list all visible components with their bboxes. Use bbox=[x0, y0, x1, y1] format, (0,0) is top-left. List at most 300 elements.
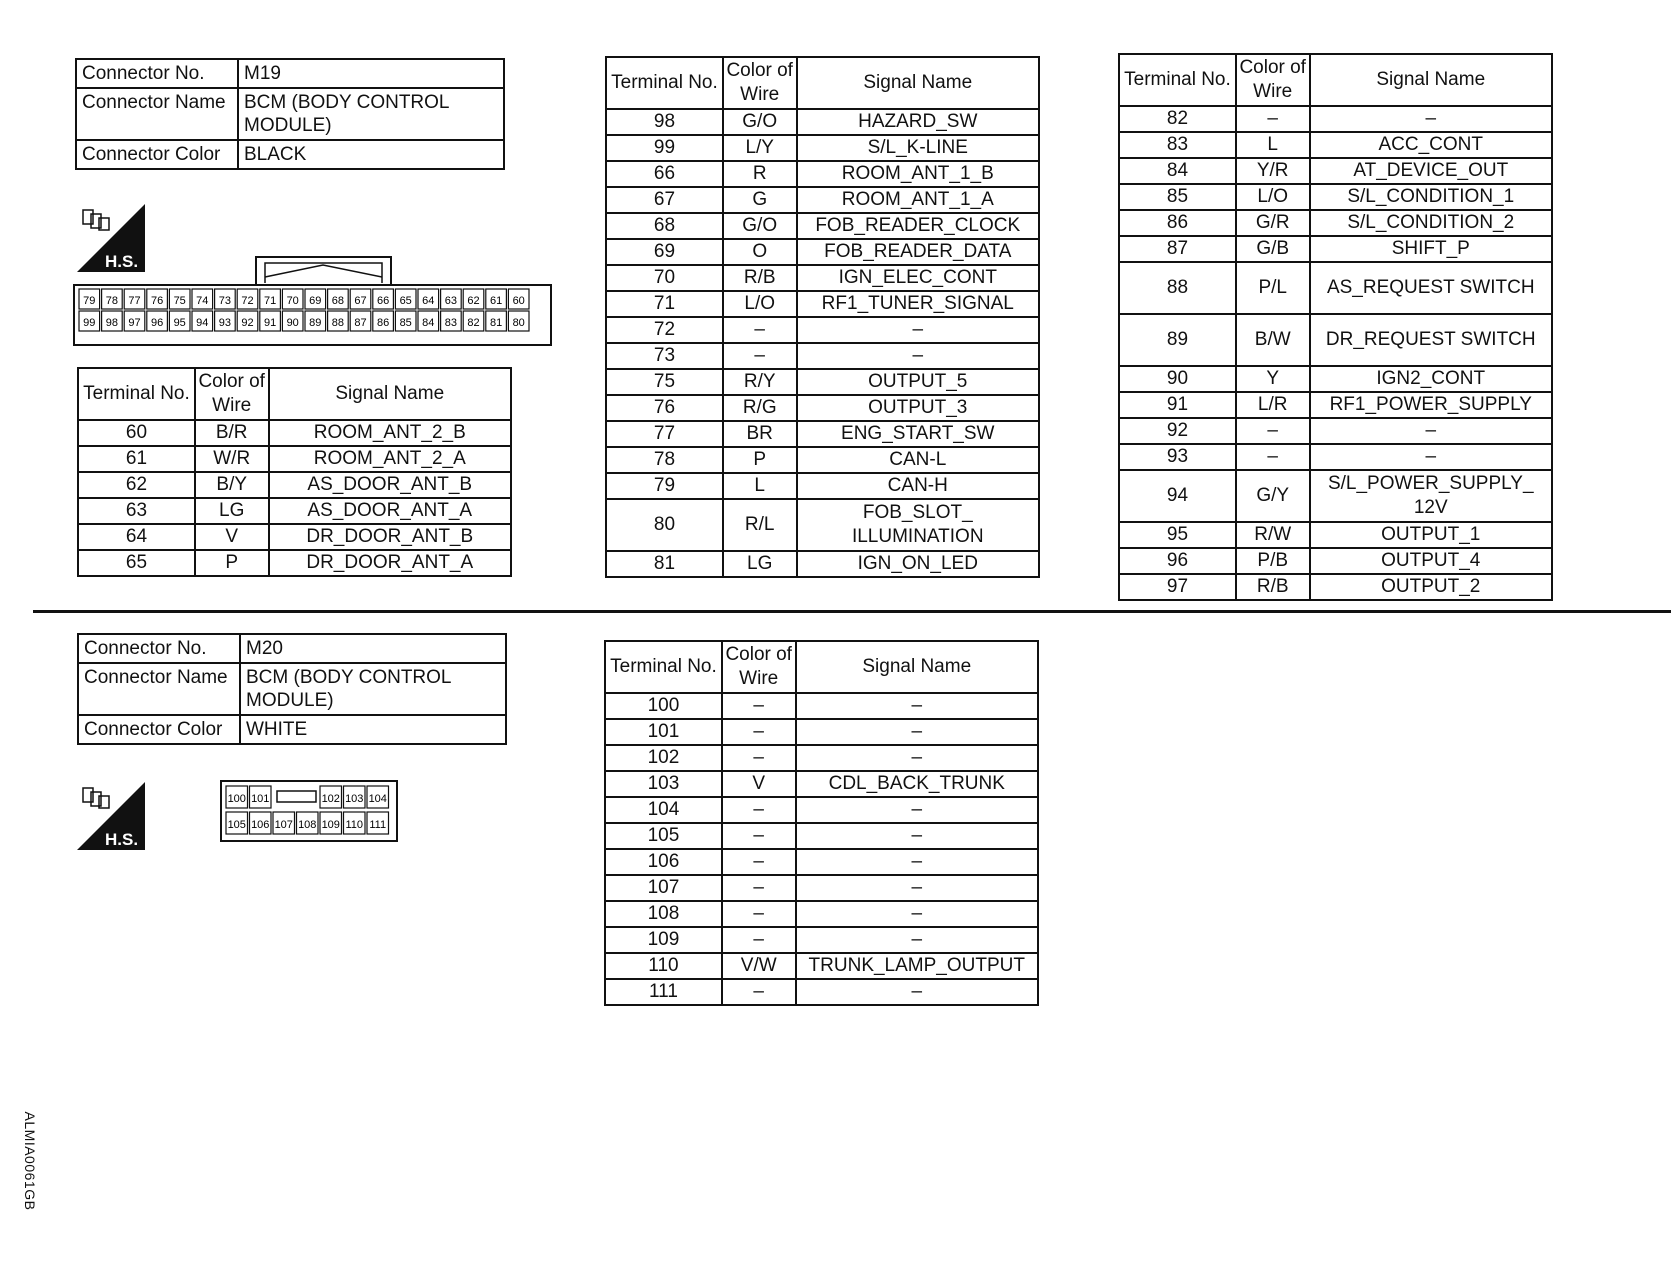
pin-number: 94 bbox=[196, 317, 209, 329]
pin-number: 63 bbox=[444, 295, 458, 307]
table-row bbox=[606, 213, 1039, 239]
terminal-cell: 71 bbox=[606, 291, 723, 317]
signal-name-cell: CDL_BACK_TRUNK bbox=[796, 771, 1038, 797]
table-row bbox=[1119, 210, 1552, 236]
m19-terminal-table-3 bbox=[1118, 53, 1553, 601]
terminal-cell: 88 bbox=[1119, 262, 1236, 314]
table-row bbox=[606, 395, 1039, 421]
signal-name-cell: ACC_CONT bbox=[1310, 132, 1552, 158]
table-row bbox=[1119, 522, 1552, 548]
pin-number: 90 bbox=[286, 317, 299, 329]
info-label: Connector Color bbox=[76, 140, 238, 169]
table-row bbox=[606, 343, 1039, 369]
m19-terminal-table-1 bbox=[77, 367, 512, 577]
pin-number: 103 bbox=[345, 793, 364, 805]
table-row bbox=[605, 875, 1038, 901]
info-label: Connector Color bbox=[78, 715, 240, 744]
table-row bbox=[78, 420, 511, 446]
table-row bbox=[606, 421, 1039, 447]
pin-number: 71 bbox=[263, 295, 277, 307]
signal-name-cell: – bbox=[796, 849, 1038, 875]
column-header-color: Color of Wire bbox=[1236, 54, 1310, 106]
signal-name-cell: ROOM_ANT_2_B bbox=[269, 420, 511, 446]
info-row bbox=[78, 663, 506, 715]
table-row bbox=[1119, 314, 1552, 366]
terminal-cell: 77 bbox=[606, 421, 723, 447]
terminal-cell: 97 bbox=[1119, 574, 1236, 600]
signal-name-cell: IGN_ELEC_CONT bbox=[797, 265, 1039, 291]
signal-name-cell: HAZARD_SW bbox=[797, 109, 1039, 135]
terminal-cell: 81 bbox=[606, 551, 723, 577]
wire-color-cell: P bbox=[195, 550, 269, 576]
terminal-cell: 84 bbox=[1119, 158, 1236, 184]
table-row bbox=[606, 135, 1039, 161]
terminal-cell: 65 bbox=[78, 550, 195, 576]
table-header bbox=[78, 368, 511, 420]
terminal-cell: 67 bbox=[606, 187, 723, 213]
signal-name-cell: OUTPUT_5 bbox=[797, 369, 1039, 395]
terminal-cell: 109 bbox=[605, 927, 722, 953]
hs-label: H.S. bbox=[105, 252, 139, 271]
wire-color-cell: LG bbox=[723, 551, 797, 577]
wire-color-cell: BR bbox=[723, 421, 797, 447]
table-row bbox=[1119, 262, 1552, 314]
wire-color-cell: L/Y bbox=[723, 135, 797, 161]
signal-name-cell: FOB_READER_DATA bbox=[797, 239, 1039, 265]
table-row bbox=[1119, 132, 1552, 158]
pin-number: 74 bbox=[196, 295, 209, 307]
wire-color-cell: G/O bbox=[723, 109, 797, 135]
pin-number: 100 bbox=[227, 793, 246, 805]
wire-color-cell: LG bbox=[195, 498, 269, 524]
terminal-cell: 107 bbox=[605, 875, 722, 901]
column-header-terminal: Terminal No. bbox=[78, 368, 195, 420]
table-row bbox=[605, 953, 1038, 979]
wire-color-cell: – bbox=[722, 693, 796, 719]
terminal-cell: 104 bbox=[605, 797, 722, 823]
signal-name-cell: FOB_SLOT_ ILLUMINATION bbox=[797, 499, 1039, 551]
signal-name-cell: S/L_CONDITION_2 bbox=[1310, 210, 1552, 236]
column-header-signal: Signal Name bbox=[269, 368, 511, 420]
column-header-signal: Signal Name bbox=[797, 57, 1039, 109]
pin-number: 64 bbox=[422, 295, 435, 307]
signal-name-cell: TRUNK_LAMP_OUTPUT bbox=[796, 953, 1038, 979]
table-row bbox=[605, 771, 1038, 797]
terminal-cell: 80 bbox=[606, 499, 723, 551]
signal-name-cell: – bbox=[797, 317, 1039, 343]
pin-number: 61 bbox=[489, 295, 503, 307]
signal-name-cell: AS_REQUEST SWITCH bbox=[1310, 262, 1552, 314]
wire-color-cell: G/Y bbox=[1236, 470, 1310, 522]
wire-color-cell: R/L bbox=[723, 499, 797, 551]
signal-name-cell: S/L_K-LINE bbox=[797, 135, 1039, 161]
pin-number: 85 bbox=[399, 317, 412, 329]
wire-color-cell: R/Y bbox=[723, 369, 797, 395]
pin-number: 88 bbox=[331, 317, 345, 329]
terminal-cell: 91 bbox=[1119, 392, 1236, 418]
wire-color-cell: V/W bbox=[722, 953, 796, 979]
table-row bbox=[605, 849, 1038, 875]
signal-name-cell: DR_DOOR_ANT_A bbox=[269, 550, 511, 576]
wire-color-cell: L/O bbox=[723, 291, 797, 317]
wire-color-cell: B/R bbox=[195, 420, 269, 446]
hs-label: H.S. bbox=[105, 830, 139, 849]
wire-color-cell: – bbox=[722, 797, 796, 823]
wire-color-cell: P bbox=[723, 447, 797, 473]
table-row bbox=[1119, 184, 1552, 210]
wire-color-cell: – bbox=[1236, 106, 1310, 132]
pin-number: 72 bbox=[241, 295, 254, 307]
wire-color-cell: – bbox=[722, 849, 796, 875]
info-label: Connector No. bbox=[78, 634, 240, 663]
m19-terminal-table-2 bbox=[605, 56, 1040, 578]
pin-number: 104 bbox=[368, 793, 387, 805]
signal-name-cell: FOB_READER_CLOCK bbox=[797, 213, 1039, 239]
table-row bbox=[78, 524, 511, 550]
terminal-cell: 93 bbox=[1119, 444, 1236, 470]
pin-number: 92 bbox=[241, 317, 254, 329]
pin-number: 87 bbox=[354, 317, 367, 329]
table-header bbox=[1119, 54, 1552, 106]
table-row bbox=[605, 797, 1038, 823]
wire-color-cell: – bbox=[723, 317, 797, 343]
terminal-cell: 70 bbox=[606, 265, 723, 291]
info-value: BCM (BODY CONTROL MODULE) bbox=[238, 88, 504, 140]
pin-number: 96 bbox=[150, 317, 164, 329]
terminal-cell: 90 bbox=[1119, 366, 1236, 392]
wire-color-cell: – bbox=[722, 745, 796, 771]
column-header-color: Color of Wire bbox=[195, 368, 269, 420]
wire-color-cell: L bbox=[1236, 132, 1310, 158]
wire-color-cell: L bbox=[723, 473, 797, 499]
info-label: Connector Name bbox=[78, 663, 240, 715]
table-row bbox=[78, 472, 511, 498]
signal-name-cell: ROOM_ANT_1_A bbox=[797, 187, 1039, 213]
wire-color-cell: R/G bbox=[723, 395, 797, 421]
terminal-cell: 94 bbox=[1119, 470, 1236, 522]
wire-color-cell: O bbox=[723, 239, 797, 265]
m20-info-table bbox=[77, 633, 507, 745]
terminal-cell: 66 bbox=[606, 161, 723, 187]
signal-name-cell: S/L_POWER_SUPPLY_ 12V bbox=[1310, 470, 1552, 522]
table-row bbox=[605, 901, 1038, 927]
table-row bbox=[605, 693, 1038, 719]
table-row bbox=[606, 109, 1039, 135]
column-header-color: Color of Wire bbox=[723, 57, 797, 109]
pin-number: 86 bbox=[376, 317, 390, 329]
table-row bbox=[78, 498, 511, 524]
column-header-terminal: Terminal No. bbox=[605, 641, 722, 693]
table-row bbox=[1119, 444, 1552, 470]
terminal-cell: 103 bbox=[605, 771, 722, 797]
table-row bbox=[78, 550, 511, 576]
table-row bbox=[606, 447, 1039, 473]
info-label: Connector No. bbox=[76, 59, 238, 88]
terminal-cell: 95 bbox=[1119, 522, 1236, 548]
pin-number: 67 bbox=[354, 295, 367, 307]
harness-side-icon bbox=[77, 782, 145, 850]
info-value: WHITE bbox=[240, 715, 506, 744]
signal-name-cell: – bbox=[1310, 418, 1552, 444]
terminal-cell: 99 bbox=[606, 135, 723, 161]
column-header-signal: Signal Name bbox=[1310, 54, 1552, 106]
pin-number: 106 bbox=[251, 819, 270, 831]
signal-name-cell: S/L_CONDITION_1 bbox=[1310, 184, 1552, 210]
pin-number: 65 bbox=[399, 295, 412, 307]
terminal-cell: 105 bbox=[605, 823, 722, 849]
pin-number: 83 bbox=[444, 317, 458, 329]
pin-number: 60 bbox=[512, 295, 525, 307]
pin-number: 99 bbox=[83, 317, 96, 329]
wire-color-cell: – bbox=[722, 875, 796, 901]
terminal-cell: 106 bbox=[605, 849, 722, 875]
terminal-cell: 73 bbox=[606, 343, 723, 369]
pin-number: 97 bbox=[128, 317, 141, 329]
signal-name-cell: – bbox=[796, 901, 1038, 927]
wire-color-cell: – bbox=[1236, 418, 1310, 444]
pin-number: 89 bbox=[309, 317, 322, 329]
terminal-cell: 110 bbox=[605, 953, 722, 979]
terminal-cell: 86 bbox=[1119, 210, 1236, 236]
pin-number: 109 bbox=[321, 819, 340, 831]
pin-number: 77 bbox=[128, 295, 141, 307]
m19-connector-face bbox=[73, 255, 553, 347]
table-row bbox=[606, 551, 1039, 577]
pin-number: 82 bbox=[467, 317, 480, 329]
wire-color-cell: G/O bbox=[723, 213, 797, 239]
info-row bbox=[78, 634, 506, 663]
table-row bbox=[606, 187, 1039, 213]
wire-color-cell: – bbox=[722, 823, 796, 849]
signal-name-cell: IGN2_CONT bbox=[1310, 366, 1552, 392]
signal-name-cell: ROOM_ANT_1_B bbox=[797, 161, 1039, 187]
table-row bbox=[605, 745, 1038, 771]
signal-name-cell: AT_DEVICE_OUT bbox=[1310, 158, 1552, 184]
wire-color-cell: – bbox=[722, 927, 796, 953]
wire-color-cell: G/R bbox=[1236, 210, 1310, 236]
signal-name-cell: DR_REQUEST SWITCH bbox=[1310, 314, 1552, 366]
table-row bbox=[606, 239, 1039, 265]
terminal-cell: 75 bbox=[606, 369, 723, 395]
info-label: Connector Name bbox=[76, 88, 238, 140]
pin-number: 66 bbox=[376, 295, 390, 307]
wire-color-cell: – bbox=[722, 901, 796, 927]
wire-color-cell: – bbox=[723, 343, 797, 369]
pin-number: 105 bbox=[227, 819, 246, 831]
terminal-cell: 83 bbox=[1119, 132, 1236, 158]
m20-connector-face bbox=[220, 780, 398, 842]
wire-color-cell: Y bbox=[1236, 366, 1310, 392]
terminal-cell: 62 bbox=[78, 472, 195, 498]
table-row bbox=[606, 161, 1039, 187]
column-header-terminal: Terminal No. bbox=[1119, 54, 1236, 106]
signal-name-cell: ENG_START_SW bbox=[797, 421, 1039, 447]
wire-color-cell: L/O bbox=[1236, 184, 1310, 210]
table-row bbox=[1119, 548, 1552, 574]
info-value: BCM (BODY CONTROL MODULE) bbox=[240, 663, 506, 715]
signal-name-cell: ROOM_ANT_2_A bbox=[269, 446, 511, 472]
pin-number: 111 bbox=[369, 819, 387, 831]
terminal-cell: 111 bbox=[605, 979, 722, 1005]
wire-color-cell: G/B bbox=[1236, 236, 1310, 262]
wire-color-cell: L/R bbox=[1236, 392, 1310, 418]
column-header-color: Color of Wire bbox=[722, 641, 796, 693]
info-value: M20 bbox=[240, 634, 506, 663]
wire-color-cell: P/L bbox=[1236, 262, 1310, 314]
table-row bbox=[606, 499, 1039, 551]
table-row bbox=[605, 823, 1038, 849]
pin-number: 110 bbox=[345, 819, 364, 831]
pin-number: 95 bbox=[173, 317, 186, 329]
signal-name-cell: SHIFT_P bbox=[1310, 236, 1552, 262]
signal-name-cell: – bbox=[796, 927, 1038, 953]
table-row bbox=[605, 979, 1038, 1005]
signal-name-cell: – bbox=[1310, 444, 1552, 470]
signal-name-cell: – bbox=[1310, 106, 1552, 132]
table-row bbox=[1119, 470, 1552, 522]
table-row bbox=[1119, 106, 1552, 132]
pin-number: 107 bbox=[274, 819, 293, 831]
section-divider bbox=[33, 610, 1671, 613]
pin-number: 81 bbox=[489, 317, 503, 329]
table-row bbox=[605, 927, 1038, 953]
pin-number: 68 bbox=[331, 295, 345, 307]
signal-name-cell: OUTPUT_1 bbox=[1310, 522, 1552, 548]
terminal-cell: 69 bbox=[606, 239, 723, 265]
pin-number: 101 bbox=[251, 793, 270, 805]
terminal-cell: 85 bbox=[1119, 184, 1236, 210]
wire-color-cell: W/R bbox=[195, 446, 269, 472]
terminal-cell: 63 bbox=[78, 498, 195, 524]
pin-number: 76 bbox=[150, 295, 164, 307]
table-row bbox=[606, 369, 1039, 395]
signal-name-cell: – bbox=[796, 719, 1038, 745]
table-row bbox=[1119, 158, 1552, 184]
terminal-cell: 101 bbox=[605, 719, 722, 745]
pin-number: 78 bbox=[105, 295, 119, 307]
wire-color-cell: R/W bbox=[1236, 522, 1310, 548]
table-header bbox=[605, 641, 1038, 693]
info-row bbox=[78, 715, 506, 744]
wire-color-cell: B/Y bbox=[195, 472, 269, 498]
wire-color-cell: R bbox=[723, 161, 797, 187]
terminal-cell: 76 bbox=[606, 395, 723, 421]
terminal-cell: 87 bbox=[1119, 236, 1236, 262]
wire-color-cell: V bbox=[195, 524, 269, 550]
wire-color-cell: R/B bbox=[1236, 574, 1310, 600]
info-row bbox=[76, 140, 504, 169]
signal-name-cell: – bbox=[796, 797, 1038, 823]
table-row bbox=[1119, 236, 1552, 262]
wire-color-cell: P/B bbox=[1236, 548, 1310, 574]
signal-name-cell: – bbox=[796, 875, 1038, 901]
signal-name-cell: – bbox=[796, 745, 1038, 771]
info-row bbox=[76, 88, 504, 140]
terminal-cell: 108 bbox=[605, 901, 722, 927]
pin-number: 102 bbox=[321, 793, 340, 805]
terminal-cell: 68 bbox=[606, 213, 723, 239]
pin-number: 62 bbox=[467, 295, 480, 307]
pin-number: 91 bbox=[263, 317, 277, 329]
terminal-cell: 79 bbox=[606, 473, 723, 499]
signal-name-cell: AS_DOOR_ANT_B bbox=[269, 472, 511, 498]
pin-number: 93 bbox=[218, 317, 232, 329]
info-value: M19 bbox=[238, 59, 504, 88]
signal-name-cell: RF1_TUNER_SIGNAL bbox=[797, 291, 1039, 317]
wire-color-cell: Y/R bbox=[1236, 158, 1310, 184]
table-row bbox=[606, 291, 1039, 317]
signal-name-cell: CAN-H bbox=[797, 473, 1039, 499]
pin-number: 73 bbox=[218, 295, 232, 307]
terminal-cell: 92 bbox=[1119, 418, 1236, 444]
column-header-terminal: Terminal No. bbox=[606, 57, 723, 109]
wire-color-cell: – bbox=[722, 719, 796, 745]
table-row bbox=[1119, 574, 1552, 600]
terminal-cell: 78 bbox=[606, 447, 723, 473]
figure-code: ALMIA0061GB bbox=[22, 1111, 38, 1211]
wire-color-cell: – bbox=[722, 979, 796, 1005]
signal-name-cell: DR_DOOR_ANT_B bbox=[269, 524, 511, 550]
wire-color-cell: G bbox=[723, 187, 797, 213]
wire-color-cell: B/W bbox=[1236, 314, 1310, 366]
terminal-cell: 64 bbox=[78, 524, 195, 550]
signal-name-cell: AS_DOOR_ANT_A bbox=[269, 498, 511, 524]
pin-number: 108 bbox=[298, 819, 317, 831]
signal-name-cell: – bbox=[796, 979, 1038, 1005]
terminal-cell: 102 bbox=[605, 745, 722, 771]
wire-color-cell: V bbox=[722, 771, 796, 797]
info-value: BLACK bbox=[238, 140, 504, 169]
table-row bbox=[606, 473, 1039, 499]
terminal-cell: 72 bbox=[606, 317, 723, 343]
signal-name-cell: OUTPUT_3 bbox=[797, 395, 1039, 421]
pin-number: 69 bbox=[309, 295, 322, 307]
table-row bbox=[1119, 366, 1552, 392]
connector-key bbox=[277, 791, 316, 802]
info-row bbox=[76, 59, 504, 88]
signal-name-cell: OUTPUT_4 bbox=[1310, 548, 1552, 574]
signal-name-cell: – bbox=[796, 693, 1038, 719]
terminal-cell: 82 bbox=[1119, 106, 1236, 132]
table-row bbox=[78, 446, 511, 472]
signal-name-cell: IGN_ON_LED bbox=[797, 551, 1039, 577]
pin-number: 80 bbox=[512, 317, 525, 329]
signal-name-cell: RF1_POWER_SUPPLY bbox=[1310, 392, 1552, 418]
terminal-cell: 89 bbox=[1119, 314, 1236, 366]
terminal-cell: 96 bbox=[1119, 548, 1236, 574]
table-header bbox=[606, 57, 1039, 109]
signal-name-cell: – bbox=[797, 343, 1039, 369]
table-row bbox=[605, 719, 1038, 745]
wire-color-cell: – bbox=[1236, 444, 1310, 470]
signal-name-cell: CAN-L bbox=[797, 447, 1039, 473]
table-row bbox=[606, 265, 1039, 291]
pin-number: 75 bbox=[173, 295, 186, 307]
terminal-cell: 61 bbox=[78, 446, 195, 472]
pin-number: 79 bbox=[83, 295, 96, 307]
signal-name-cell: OUTPUT_2 bbox=[1310, 574, 1552, 600]
terminal-cell: 60 bbox=[78, 420, 195, 446]
pin-number: 98 bbox=[105, 317, 119, 329]
table-row bbox=[1119, 418, 1552, 444]
wire-color-cell: R/B bbox=[723, 265, 797, 291]
m20-terminal-table bbox=[604, 640, 1039, 1006]
pin-number: 70 bbox=[286, 295, 299, 307]
m19-info-table bbox=[75, 58, 505, 170]
table-row bbox=[1119, 392, 1552, 418]
table-row bbox=[606, 317, 1039, 343]
signal-name-cell: – bbox=[796, 823, 1038, 849]
